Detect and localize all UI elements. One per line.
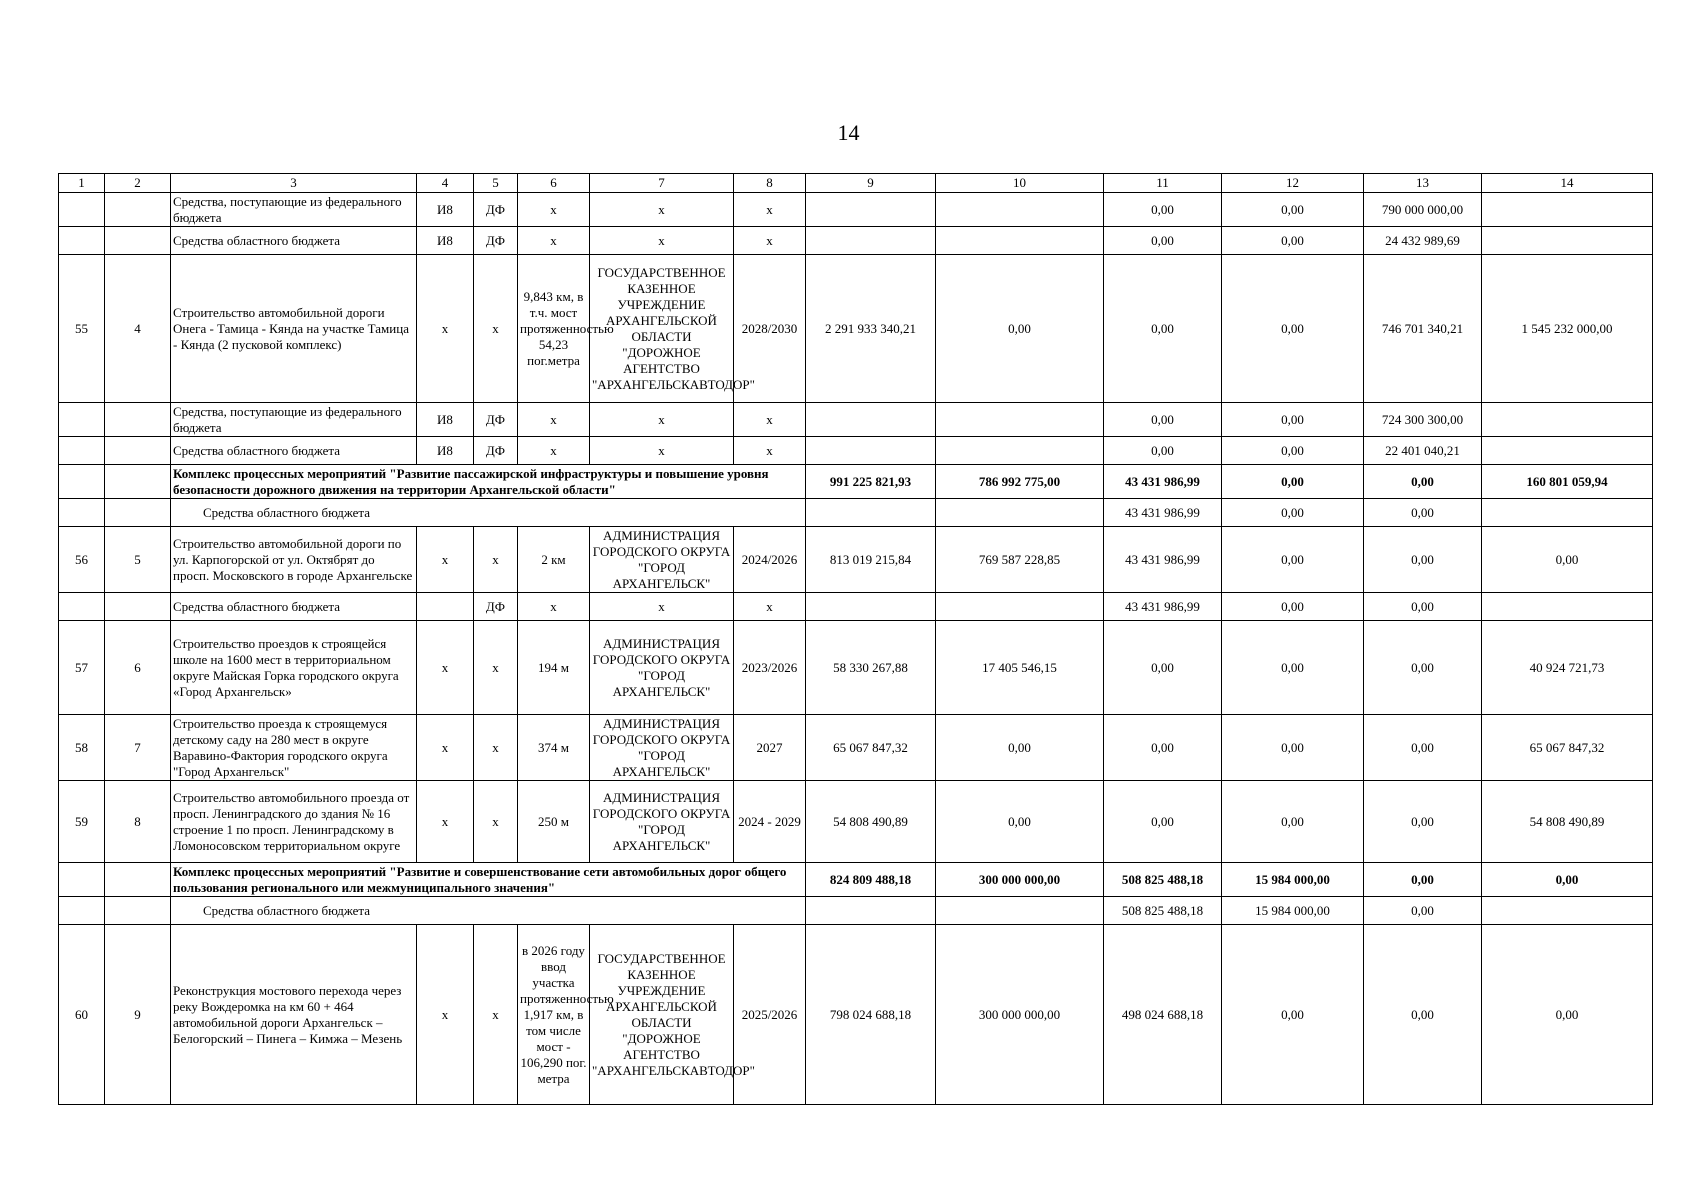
table-cell: 0,00 bbox=[1222, 437, 1364, 465]
table-cell: х bbox=[417, 621, 474, 715]
executor: ГОСУДАРСТВЕННОЕ КАЗЕННОЕ УЧРЕЖДЕНИЕ АРХАНГЕЛЬСКОЙ ОБЛАСТИ "ДОРОЖНОЕ АГЕНТСТВО "АРХАНГЕЛЬСКАВТОДОР" bbox=[590, 255, 734, 403]
table-row bbox=[59, 403, 1653, 437]
table-cell: 0,00 bbox=[1364, 863, 1482, 897]
column-number: 13 bbox=[1364, 174, 1482, 193]
table-cell bbox=[806, 227, 936, 255]
funding-source: Средства, поступающие из федерального бюджета bbox=[171, 403, 417, 437]
table-cell: 1 545 232 000,00 bbox=[1482, 255, 1653, 403]
executor: АДМИНИСТРАЦИЯ ГОРОДСКОГО ОКРУГА "ГОРОД АРХАНГЕЛЬСК" bbox=[590, 621, 734, 715]
table-cell: 4 bbox=[105, 255, 171, 403]
table-cell: 0,00 bbox=[1104, 437, 1222, 465]
table-cell: 15 984 000,00 bbox=[1222, 897, 1364, 925]
table-cell bbox=[936, 897, 1104, 925]
table-cell: х bbox=[590, 227, 734, 255]
page-number: 14 bbox=[837, 120, 860, 145]
project-name: Строительство автомобильного проезда от просп. Ленинградского до здания № 16 строение 1 по просп. Ленинградскому в Ломоносовском территориальном округе bbox=[171, 781, 417, 863]
table-cell: 250 м bbox=[518, 781, 590, 863]
table-cell: х bbox=[518, 593, 590, 621]
table-cell bbox=[936, 437, 1104, 465]
table-cell: 40 924 721,73 bbox=[1482, 621, 1653, 715]
table-cell bbox=[417, 593, 474, 621]
table-cell: х bbox=[474, 255, 518, 403]
table-cell: 0,00 bbox=[1364, 593, 1482, 621]
table-cell: 508 825 488,18 bbox=[1104, 863, 1222, 897]
table-cell bbox=[105, 863, 171, 897]
table-cell: 813 019 215,84 bbox=[806, 527, 936, 593]
table-cell: 0,00 bbox=[1222, 925, 1364, 1105]
table-cell bbox=[59, 465, 105, 499]
table-cell bbox=[1482, 897, 1653, 925]
column-number: 4 bbox=[417, 174, 474, 193]
table-cell: 0,00 bbox=[1364, 465, 1482, 499]
table-row bbox=[59, 897, 1653, 925]
table-cell bbox=[936, 403, 1104, 437]
table-cell bbox=[936, 193, 1104, 227]
table-cell: 2 км bbox=[518, 527, 590, 593]
table-cell: 498 024 688,18 bbox=[1104, 925, 1222, 1105]
table-cell bbox=[105, 499, 171, 527]
table-cell: 43 431 986,99 bbox=[1104, 593, 1222, 621]
funding-source: Средства областного бюджета bbox=[171, 897, 806, 925]
column-number: 8 bbox=[734, 174, 806, 193]
project-name: Реконструкция мостового перехода через реку Вождеромка на км 60 + 464 автомобильной дороги Архангельск – Белогорский – Пинега – Кимжа – Мезень bbox=[171, 925, 417, 1105]
table-cell bbox=[806, 437, 936, 465]
table-cell: 0,00 bbox=[1364, 621, 1482, 715]
table-cell: 0,00 bbox=[1222, 593, 1364, 621]
table-cell: 9,843 км, в т.ч. мост протяженностью 54,23 пог.метра bbox=[518, 255, 590, 403]
table-cell: 724 300 300,00 bbox=[1364, 403, 1482, 437]
table-cell: 769 587 228,85 bbox=[936, 527, 1104, 593]
table-row bbox=[59, 255, 1653, 403]
table-cell: х bbox=[518, 403, 590, 437]
column-number: 5 bbox=[474, 174, 518, 193]
table-cell bbox=[105, 465, 171, 499]
table-cell: х bbox=[417, 715, 474, 781]
table-cell: 0,00 bbox=[1364, 897, 1482, 925]
table-cell: 5 bbox=[105, 527, 171, 593]
funding-source: Средства, поступающие из федерального бюджета bbox=[171, 193, 417, 227]
table-cell: х bbox=[518, 437, 590, 465]
table-cell: 9 bbox=[105, 925, 171, 1105]
table-row bbox=[59, 437, 1653, 465]
table-cell: 0,00 bbox=[1364, 499, 1482, 527]
table-cell: И8 bbox=[417, 437, 474, 465]
table-cell: х bbox=[734, 593, 806, 621]
table-cell: 0,00 bbox=[1482, 925, 1653, 1105]
table-cell: х bbox=[474, 781, 518, 863]
table-cell: 0,00 bbox=[1222, 465, 1364, 499]
table-cell: 508 825 488,18 bbox=[1104, 897, 1222, 925]
table-cell: 0,00 bbox=[1222, 715, 1364, 781]
table-cell: 0,00 bbox=[1222, 527, 1364, 593]
table-cell: 0,00 bbox=[1104, 781, 1222, 863]
table-cell: 65 067 847,32 bbox=[806, 715, 936, 781]
table-cell: х bbox=[417, 255, 474, 403]
table-cell: И8 bbox=[417, 193, 474, 227]
column-number: 10 bbox=[936, 174, 1104, 193]
table-cell bbox=[105, 227, 171, 255]
table-cell: 8 bbox=[105, 781, 171, 863]
table-cell bbox=[59, 193, 105, 227]
column-number: 14 bbox=[1482, 174, 1653, 193]
table-cell bbox=[1482, 593, 1653, 621]
section-title: Комплекс процессных мероприятий "Развитие пассажирской инфраструктуры и повышение уровня безопасности дорожного движения на территории Архангельской области" bbox=[171, 465, 806, 499]
table-row bbox=[59, 621, 1653, 715]
table-cell bbox=[806, 593, 936, 621]
table-cell: 55 bbox=[59, 255, 105, 403]
column-number: 2 bbox=[105, 174, 171, 193]
table-cell: 2025/2026 bbox=[734, 925, 806, 1105]
table-cell: х bbox=[734, 193, 806, 227]
table-cell bbox=[59, 403, 105, 437]
table-cell bbox=[105, 403, 171, 437]
table-cell bbox=[59, 897, 105, 925]
table-cell: х bbox=[474, 925, 518, 1105]
project-name: Строительство проезда к строящемуся детскому саду на 280 мест в округе Варавино-Фактория городского округа "Город Архангельск" bbox=[171, 715, 417, 781]
table-cell: 0,00 bbox=[1482, 863, 1653, 897]
table-cell: 824 809 488,18 bbox=[806, 863, 936, 897]
table-cell: х bbox=[590, 437, 734, 465]
table-cell: 0,00 bbox=[1104, 227, 1222, 255]
table-cell: 56 bbox=[59, 527, 105, 593]
table-cell bbox=[806, 499, 936, 527]
table-cell: ДФ bbox=[474, 593, 518, 621]
table-cell: 300 000 000,00 bbox=[936, 863, 1104, 897]
table-cell: 0,00 bbox=[936, 715, 1104, 781]
table-cell: 0,00 bbox=[1364, 925, 1482, 1105]
table-cell bbox=[105, 593, 171, 621]
funding-source: Средства областного бюджета bbox=[171, 227, 417, 255]
table-cell: 54 808 490,89 bbox=[1482, 781, 1653, 863]
table-cell: 65 067 847,32 bbox=[1482, 715, 1653, 781]
table-cell: х bbox=[474, 715, 518, 781]
table-cell: 59 bbox=[59, 781, 105, 863]
table-cell: 54 808 490,89 bbox=[806, 781, 936, 863]
table-cell: И8 bbox=[417, 227, 474, 255]
table-cell bbox=[59, 863, 105, 897]
table-cell: 0,00 bbox=[1364, 781, 1482, 863]
column-number: 12 bbox=[1222, 174, 1364, 193]
table-cell: 15 984 000,00 bbox=[1222, 863, 1364, 897]
table-cell: х bbox=[590, 403, 734, 437]
budget-table bbox=[58, 173, 1653, 1105]
table-cell: х bbox=[417, 527, 474, 593]
table-cell: 2 291 933 340,21 bbox=[806, 255, 936, 403]
table-cell: х bbox=[474, 621, 518, 715]
table-cell: х bbox=[518, 193, 590, 227]
table-cell: ДФ bbox=[474, 193, 518, 227]
table-cell bbox=[936, 593, 1104, 621]
table-row bbox=[59, 193, 1653, 227]
table-cell bbox=[806, 897, 936, 925]
table-cell: 43 431 986,99 bbox=[1104, 499, 1222, 527]
table-cell: х bbox=[590, 593, 734, 621]
table-cell bbox=[806, 193, 936, 227]
table-cell: 0,00 bbox=[1104, 621, 1222, 715]
executor: АДМИНИСТРАЦИЯ ГОРОДСКОГО ОКРУГА "ГОРОД АРХАНГЕЛЬСК" bbox=[590, 527, 734, 593]
table-cell: 0,00 bbox=[1222, 403, 1364, 437]
table-cell: 2024/2026 bbox=[734, 527, 806, 593]
table-cell: 60 bbox=[59, 925, 105, 1105]
table-cell bbox=[1482, 437, 1653, 465]
table-cell: 0,00 bbox=[1222, 227, 1364, 255]
column-number: 7 bbox=[590, 174, 734, 193]
table-cell: И8 bbox=[417, 403, 474, 437]
table-cell: 2024 - 2029 bbox=[734, 781, 806, 863]
table-cell: 2023/2026 bbox=[734, 621, 806, 715]
table-cell: 22 401 040,21 bbox=[1364, 437, 1482, 465]
executor: ГОСУДАРСТВЕННОЕ КАЗЕННОЕ УЧРЕЖДЕНИЕ АРХАНГЕЛЬСКОЙ ОБЛАСТИ "ДОРОЖНОЕ АГЕНТСТВО "АРХАНГЕЛЬСКАВТОДОР" bbox=[590, 925, 734, 1105]
table-cell: 0,00 bbox=[1482, 527, 1653, 593]
table-cell bbox=[59, 499, 105, 527]
table-cell: 43 431 986,99 bbox=[1104, 527, 1222, 593]
table-cell: 746 701 340,21 bbox=[1364, 255, 1482, 403]
table-cell: 374 м bbox=[518, 715, 590, 781]
table-cell: х bbox=[734, 437, 806, 465]
funding-source: Средства областного бюджета bbox=[171, 437, 417, 465]
table-cell: 0,00 bbox=[1222, 193, 1364, 227]
table-cell: 194 м bbox=[518, 621, 590, 715]
table-cell: 43 431 986,99 bbox=[1104, 465, 1222, 499]
table-cell: 0,00 bbox=[1222, 255, 1364, 403]
table-cell: х bbox=[734, 227, 806, 255]
table-cell: 0,00 bbox=[1222, 499, 1364, 527]
table-cell: х bbox=[734, 403, 806, 437]
table-cell bbox=[59, 437, 105, 465]
table-cell: 2027 bbox=[734, 715, 806, 781]
table-cell: 0,00 bbox=[1104, 715, 1222, 781]
table-cell: 160 801 059,94 bbox=[1482, 465, 1653, 499]
table-cell: х bbox=[417, 781, 474, 863]
table-cell: 17 405 546,15 bbox=[936, 621, 1104, 715]
table-cell bbox=[936, 227, 1104, 255]
table-cell: 0,00 bbox=[936, 781, 1104, 863]
table-cell bbox=[105, 193, 171, 227]
table-cell: 790 000 000,00 bbox=[1364, 193, 1482, 227]
table-cell: 0,00 bbox=[1104, 255, 1222, 403]
executor: АДМИНИСТРАЦИЯ ГОРОДСКОГО ОКРУГА "ГОРОД АРХАНГЕЛЬСК" bbox=[590, 781, 734, 863]
table-cell bbox=[105, 897, 171, 925]
table-header-row bbox=[59, 174, 1653, 193]
column-number: 9 bbox=[806, 174, 936, 193]
table-cell: 798 024 688,18 bbox=[806, 925, 936, 1105]
table-cell: х bbox=[474, 527, 518, 593]
table-cell: 6 bbox=[105, 621, 171, 715]
table-row bbox=[59, 781, 1653, 863]
table-cell: ДФ bbox=[474, 403, 518, 437]
table-cell: 58 330 267,88 bbox=[806, 621, 936, 715]
table-cell bbox=[1482, 227, 1653, 255]
table-cell: 0,00 bbox=[1104, 403, 1222, 437]
column-number: 1 bbox=[59, 174, 105, 193]
table-cell bbox=[105, 437, 171, 465]
table-row bbox=[59, 715, 1653, 781]
table-cell: 991 225 821,93 bbox=[806, 465, 936, 499]
table-cell: ДФ bbox=[474, 437, 518, 465]
table-cell bbox=[59, 593, 105, 621]
table-cell: х bbox=[417, 925, 474, 1105]
table-cell: х bbox=[518, 227, 590, 255]
table-cell: 300 000 000,00 bbox=[936, 925, 1104, 1105]
table-cell: 0,00 bbox=[1104, 193, 1222, 227]
table-row bbox=[59, 499, 1653, 527]
table-cell: 2028/2030 bbox=[734, 255, 806, 403]
table-cell: 0,00 bbox=[1364, 527, 1482, 593]
table-cell bbox=[1482, 499, 1653, 527]
table-cell: 0,00 bbox=[1364, 715, 1482, 781]
table-row bbox=[59, 527, 1653, 593]
table-cell bbox=[59, 227, 105, 255]
table-cell bbox=[936, 499, 1104, 527]
table-cell: 0,00 bbox=[936, 255, 1104, 403]
table-cell: 0,00 bbox=[1222, 621, 1364, 715]
column-number: 11 bbox=[1104, 174, 1222, 193]
table-cell: 57 bbox=[59, 621, 105, 715]
table-cell: 24 432 989,69 bbox=[1364, 227, 1482, 255]
table-cell: 786 992 775,00 bbox=[936, 465, 1104, 499]
executor: АДМИНИСТРАЦИЯ ГОРОДСКОГО ОКРУГА "ГОРОД АРХАНГЕЛЬСК" bbox=[590, 715, 734, 781]
project-name: Строительство проездов к строящейся школе на 1600 мест в территориальном округе Майская Горка городского округа «Город Архангельск» bbox=[171, 621, 417, 715]
table-row bbox=[59, 227, 1653, 255]
table-cell bbox=[806, 403, 936, 437]
table-cell: 7 bbox=[105, 715, 171, 781]
table-cell bbox=[1482, 193, 1653, 227]
section-row bbox=[59, 465, 1653, 499]
column-number: 3 bbox=[171, 174, 417, 193]
column-number: 6 bbox=[518, 174, 590, 193]
project-name: Строительство автомобильной дороги по ул. Карпогорской от ул. Октябрят до просп. Московского в городе Архангельске bbox=[171, 527, 417, 593]
table-cell: ДФ bbox=[474, 227, 518, 255]
table-cell: в 2026 году ввод участка протяженностью 1,917 км, в том числе мост - 106,290 пог. метра bbox=[518, 925, 590, 1105]
project-name: Строительство автомобильной дороги Онега - Тамица - Кянда на участке Тамица - Кянда (2 пусковой комплекс) bbox=[171, 255, 417, 403]
section-row bbox=[59, 863, 1653, 897]
section-title: Комплекс процессных мероприятий "Развитие и совершенствование сети автомобильных дорог общего пользования регионального или межмуниципального значения" bbox=[171, 863, 806, 897]
table-cell bbox=[1482, 403, 1653, 437]
funding-source: Средства областного бюджета bbox=[171, 499, 806, 527]
table-cell: х bbox=[590, 193, 734, 227]
funding-source: Средства областного бюджета bbox=[171, 593, 417, 621]
table-row bbox=[59, 593, 1653, 621]
table-cell: 0,00 bbox=[1222, 781, 1364, 863]
table-cell: 58 bbox=[59, 715, 105, 781]
table-row bbox=[59, 925, 1653, 1105]
